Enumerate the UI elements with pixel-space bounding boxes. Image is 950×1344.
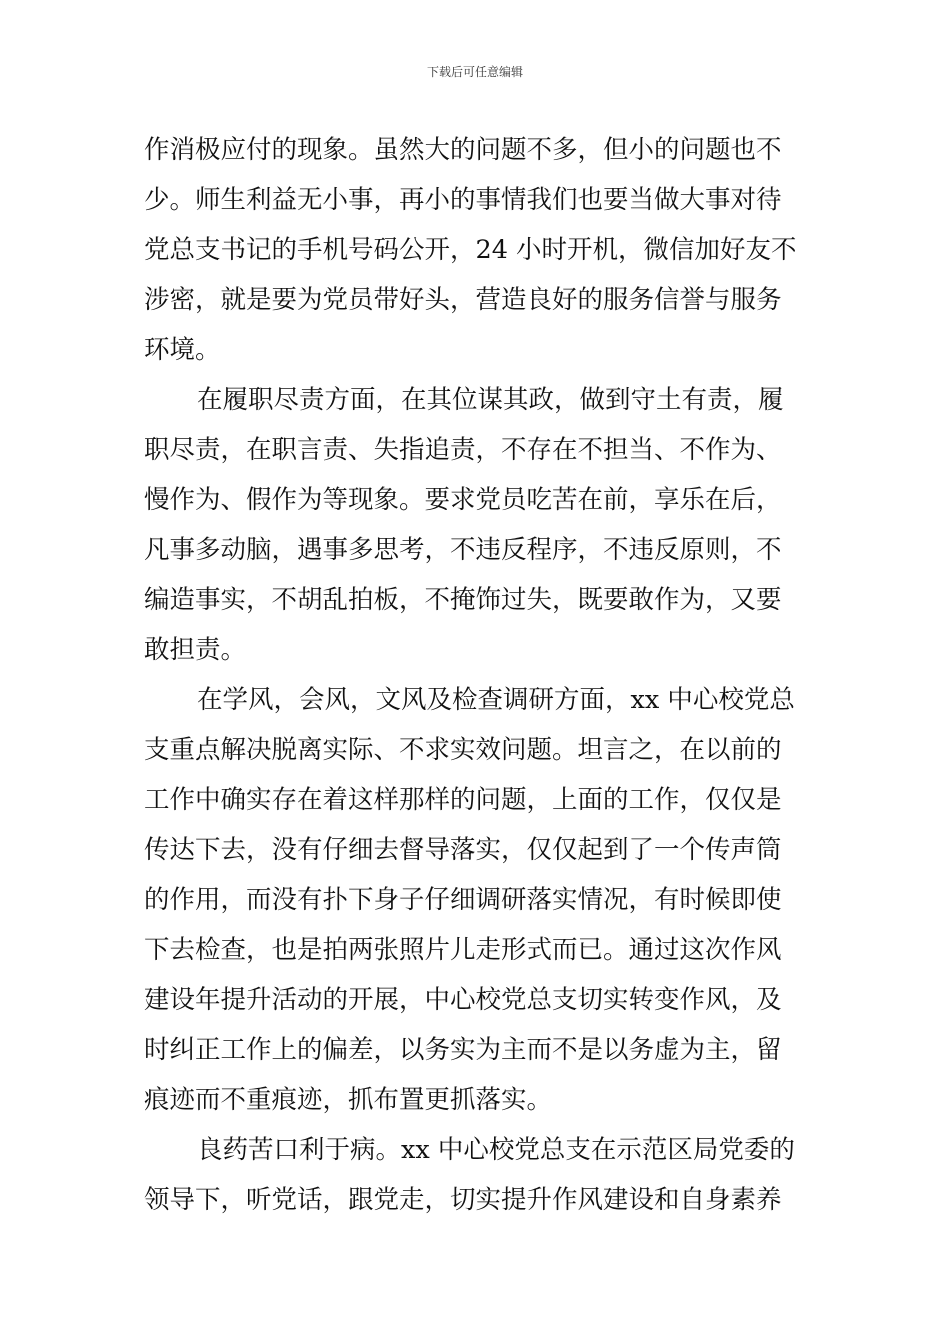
document-body [144, 125, 808, 1225]
text-line: 良药苦口利于病。xx 中心校党总支在示范区局党委的 [197, 1135, 795, 1165]
text-line: 少。师生利益无小事，再小的事情我们也要当做大事对待 [144, 185, 782, 215]
text-line: 支重点解决脱离实际、不求实效问题。坦言之，在以前的 [144, 735, 782, 765]
text-line: 环境。 [144, 335, 221, 365]
text-line: 涉密，就是要为党员带好头，营造良好的服务信誉与服务 [144, 285, 782, 315]
text-line: 建设年提升活动的开展，中心校党总支切实转变作风，及 [144, 985, 782, 1015]
text-line: 领导下，听党话，跟党走，切实提升作风建设和自身素养 [144, 1185, 782, 1215]
paragraph-4 [144, 1125, 808, 1225]
text-line: 慢作为、假作为等现象。要求党员吃苦在前，享乐在后， [144, 485, 782, 515]
paragraph-2 [144, 375, 808, 675]
text-line: 凡事多动脑，遇事多思考，不违反程序，不违反原则，不 [144, 535, 782, 565]
text-line: 敢担责。 [144, 635, 247, 665]
paragraph-1 [144, 125, 808, 375]
paragraph-3 [144, 675, 808, 1125]
text-line: 职尽责，在职言责、失指追责，不存在不担当、不作为、 [144, 435, 782, 465]
text-line: 下去检查，也是拍两张照片儿走形式而已。通过这次作风 [144, 935, 782, 965]
text-line: 在履职尽责方面，在其位谋其政，做到守土有责，履 [197, 385, 784, 415]
text-line: 党总支书记的手机号码公开，24 小时开机，微信加好友不 [144, 235, 797, 265]
text-line: 时纠正工作上的偏差，以务实为主而不是以务虚为主，留 [144, 1035, 782, 1065]
text-line: 作消极应付的现象。虽然大的问题不多，但小的问题也不 [144, 135, 782, 165]
page-header: 下载后可任意编辑 [426, 65, 523, 79]
text-line: 传达下去，没有仔细去督导落实，仅仅起到了一个传声筒 [144, 835, 782, 865]
text-line: 的作用，而没有扑下身子仔细调研落实情况，有时候即使 [144, 885, 782, 915]
text-line: 编造事实，不胡乱拍板，不掩饰过失，既要敢作为，又要 [144, 585, 782, 615]
text-line: 工作中确实存在着这样那样的问题，上面的工作，仅仅是 [144, 785, 782, 815]
text-line: 在学风，会风，文风及检查调研方面，xx 中心校党总 [197, 685, 795, 715]
text-line: 痕迹而不重痕迹，抓布置更抓落实。 [144, 1085, 553, 1115]
